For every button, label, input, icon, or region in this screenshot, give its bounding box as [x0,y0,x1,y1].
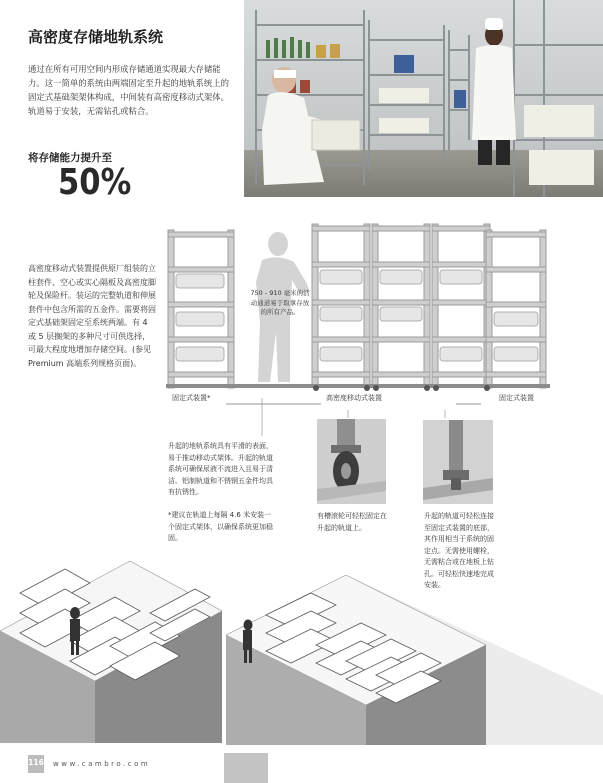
isometric-layout-1 [0,521,222,743]
footer-url-link[interactable]: www.cambro.com [53,760,151,768]
footer-gray-block [224,753,268,783]
highlight-value: 50% [58,162,132,203]
track-mount-photo [423,420,493,504]
aisle-width-note: 750 - 910 毫米的活动通道易于取拿存放的所有产品。 [250,289,310,316]
shelving-system-diagram [160,222,555,397]
highlight-label: 将存储能力提升至 [28,152,112,164]
product-description: 高密度移动式装置提供原厂组装的立柱套件、空心或实心隔板及高密度脚轮及保险杆。装运的完整轨道和伸展套件中包含所需的五金件。需要将固定式基础架固定至系统两端。有 4 或 5 层搁架的多种尺寸可供选择，可最大程度地增加存储空间。(参见 Premium 高端系列规格页面)。 [28,264,156,368]
label-fixed-left: 固定式装置* [172,394,211,402]
page-number: 116 [28,758,44,767]
storage-room-photo [244,0,603,197]
intro-paragraph: 通过在所有可用空间内形成存储通道实现最大存储能力。这一简单的系统由两端固定至升起的地轨系统上的固定式基础架架体构成，中间装有高密度移动式架体。轨道易于安装，无需钻孔或粘合。 [28,64,229,116]
caster-photo [317,419,386,504]
label-mobile-units: 高密度移动式装置 [326,394,382,402]
track-surface-note: 升起的地轨系统具有平滑的表面，易于推动移动式架体。升起的轨道系统可确保尿液不流进入且易于清洁。铝制轨道和不锈钢五金件均具有抗锈性。 [168,442,273,496]
page-title: 高密度存储地轨系统 [28,28,164,46]
fixed-unit-footnote: *建议在轨道上每隔 4.6 米安装一个固定式架体，以确保系统更加稳固。 [168,511,273,542]
track-install-note: 升起的轨道可轻松连接至固定式装置的底部，其作用相当于系统的固定点。无需使用螺栓，无需粘合或在地板上钻孔。可轻松快速地完成安装。 [424,512,494,589]
isometric-layout-2 [226,575,603,745]
label-fixed-right: 固定式装置 [499,394,534,402]
casters-note: 有槽滚轮可轻松固定在升起的轨道上。 [317,512,387,532]
